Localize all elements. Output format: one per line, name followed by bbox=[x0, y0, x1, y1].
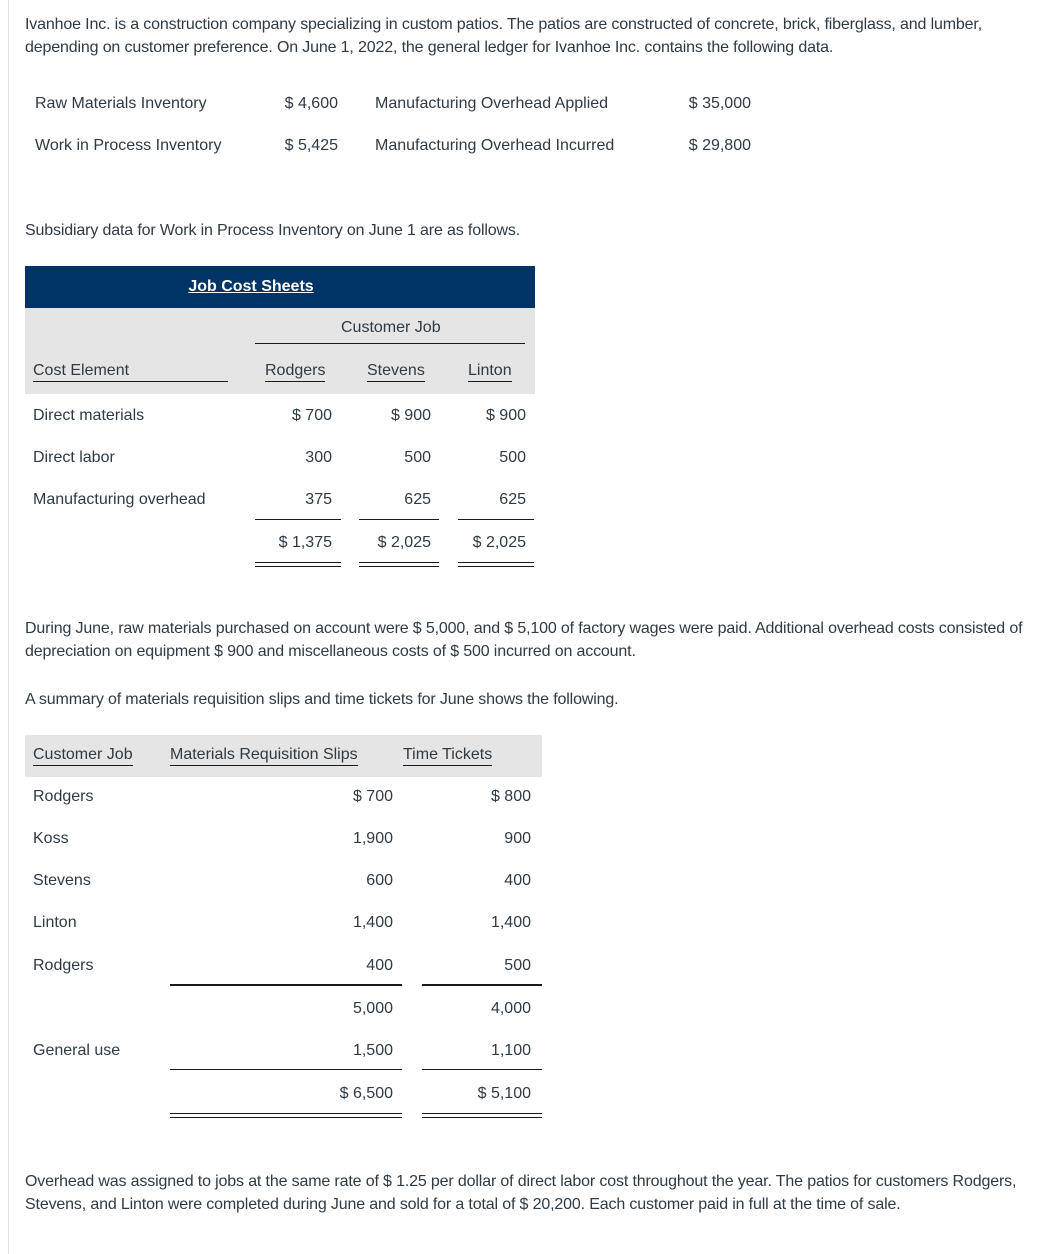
row-tt: 500 bbox=[504, 957, 531, 974]
col-header-customer-job: Customer Job bbox=[33, 746, 133, 766]
subtotal-rule bbox=[359, 519, 439, 520]
summary-intro: A summary of materials requisition slips and time tickets for June shows the following. bbox=[25, 691, 619, 708]
june-paragraph: During June, raw materials purchased on account were $ 5,000, and $ 5,100 of factory wages were paid. Additional overhead costs consisted of depreciation on equipment $ 900 and miscellaneous costs of $ 500 incurred on account. bbox=[25, 620, 1023, 660]
col-header-stevens: Stevens bbox=[367, 362, 425, 382]
subtotal-rule bbox=[170, 984, 402, 986]
summary-header bbox=[25, 735, 542, 777]
group-header: Customer Job bbox=[341, 319, 441, 336]
row-job: Koss bbox=[33, 830, 69, 847]
total-value: $ 2,025 bbox=[377, 534, 431, 551]
row-job: Rodgers bbox=[33, 788, 94, 805]
cell-value: 500 bbox=[499, 449, 526, 466]
cell-value: 625 bbox=[404, 491, 431, 508]
subtotal-rule bbox=[255, 519, 341, 520]
row-mrs: 1,400 bbox=[352, 914, 393, 931]
row-job: General use bbox=[33, 1042, 121, 1059]
table-body bbox=[25, 394, 535, 574]
total-mrs: $ 6,500 bbox=[339, 1085, 393, 1102]
summary-body bbox=[25, 777, 542, 1167]
cell-value: 375 bbox=[305, 491, 332, 508]
total-double-rule bbox=[422, 1113, 542, 1118]
subtotal-mrs: 5,000 bbox=[352, 1000, 393, 1017]
total-double-rule bbox=[458, 562, 534, 567]
ledger-value: $ 4,600 bbox=[284, 95, 338, 112]
row-mrs: 1,500 bbox=[352, 1042, 393, 1059]
ledger-label: Manufacturing Overhead Applied bbox=[375, 95, 609, 112]
cell-value: $ 900 bbox=[390, 407, 431, 424]
subsidiary-intro: Subsidiary data for Work in Process Inventory on June 1 are as follows. bbox=[25, 222, 521, 239]
row-tt: $ 800 bbox=[490, 788, 531, 805]
row-mrs: $ 700 bbox=[352, 788, 393, 805]
row-tt: 900 bbox=[504, 830, 531, 847]
total-double-rule bbox=[255, 562, 341, 567]
summary-table bbox=[25, 735, 542, 1167]
intro-paragraph: Ivanhoe Inc. is a construction company specializing in custom patios. The patios are constructed of concrete, brick, fiberglass, and lumber, depending on customer preference. On June 1, 2022, the general ledger for Ivanhoe Inc. contains the following data. bbox=[25, 16, 982, 56]
ledger-label: Work in Process Inventory bbox=[35, 137, 222, 154]
group-rule bbox=[255, 343, 525, 344]
col-header-mrs: Materials Requisition Slips bbox=[170, 746, 358, 766]
job-cost-sheets-table bbox=[25, 266, 535, 574]
subtotal-tt: 4,000 bbox=[490, 1000, 531, 1017]
row-tt: 1,400 bbox=[490, 914, 531, 931]
col-header-linton: Linton bbox=[468, 362, 512, 382]
ledger-label: Raw Materials Inventory bbox=[35, 95, 207, 112]
cell-value: 300 bbox=[305, 449, 332, 466]
col-header-cost-element: Cost Element bbox=[33, 362, 228, 382]
total-value: $ 1,375 bbox=[278, 534, 332, 551]
ledger-value: $ 29,800 bbox=[688, 137, 751, 154]
total-double-rule bbox=[170, 1113, 402, 1118]
subtotal-rule bbox=[458, 519, 534, 520]
cell-value: $ 700 bbox=[291, 407, 332, 424]
ledger-value: $ 5,425 bbox=[284, 137, 338, 154]
row-label: Direct materials bbox=[33, 407, 145, 424]
row-label: Manufacturing overhead bbox=[33, 491, 206, 508]
row-mrs: 1,900 bbox=[352, 830, 393, 847]
row-mrs: 600 bbox=[366, 872, 393, 889]
row-job: Rodgers bbox=[33, 957, 94, 974]
total-value: $ 2,025 bbox=[472, 534, 526, 551]
col-header-time-tickets: Time Tickets bbox=[403, 746, 492, 766]
cell-value: $ 900 bbox=[485, 407, 526, 424]
row-tt: 1,100 bbox=[490, 1042, 531, 1059]
closing-paragraph: Overhead was assigned to jobs at the same rate of $ 1.25 per dollar of direct labor cost throughout the year. The patios for customers Rodgers, Stevens, and Linton were completed during June and sold for a total of $ 20,200. Each customer paid in full at the time of sale. bbox=[25, 1173, 1017, 1213]
row-job: Stevens bbox=[33, 872, 91, 889]
row-label: Direct labor bbox=[33, 449, 115, 466]
ledger-value: $ 35,000 bbox=[688, 95, 751, 112]
cell-value: 500 bbox=[404, 449, 431, 466]
table-header bbox=[25, 308, 535, 394]
table-title-bar bbox=[25, 266, 535, 308]
col-header-rodgers: Rodgers bbox=[265, 362, 325, 382]
row-tt: 400 bbox=[504, 872, 531, 889]
subtotal-rule bbox=[422, 984, 542, 986]
total-rule bbox=[422, 1069, 542, 1070]
total-tt: $ 5,100 bbox=[477, 1085, 531, 1102]
cell-value: 625 bbox=[499, 491, 526, 508]
table-title: Job Cost Sheets bbox=[188, 278, 314, 295]
row-job: Linton bbox=[33, 914, 77, 931]
total-double-rule bbox=[359, 562, 439, 567]
ledger-label: Manufacturing Overhead Incurred bbox=[375, 137, 615, 154]
left-border bbox=[8, 0, 9, 1254]
total-rule bbox=[170, 1069, 402, 1070]
row-mrs: 400 bbox=[366, 957, 393, 974]
